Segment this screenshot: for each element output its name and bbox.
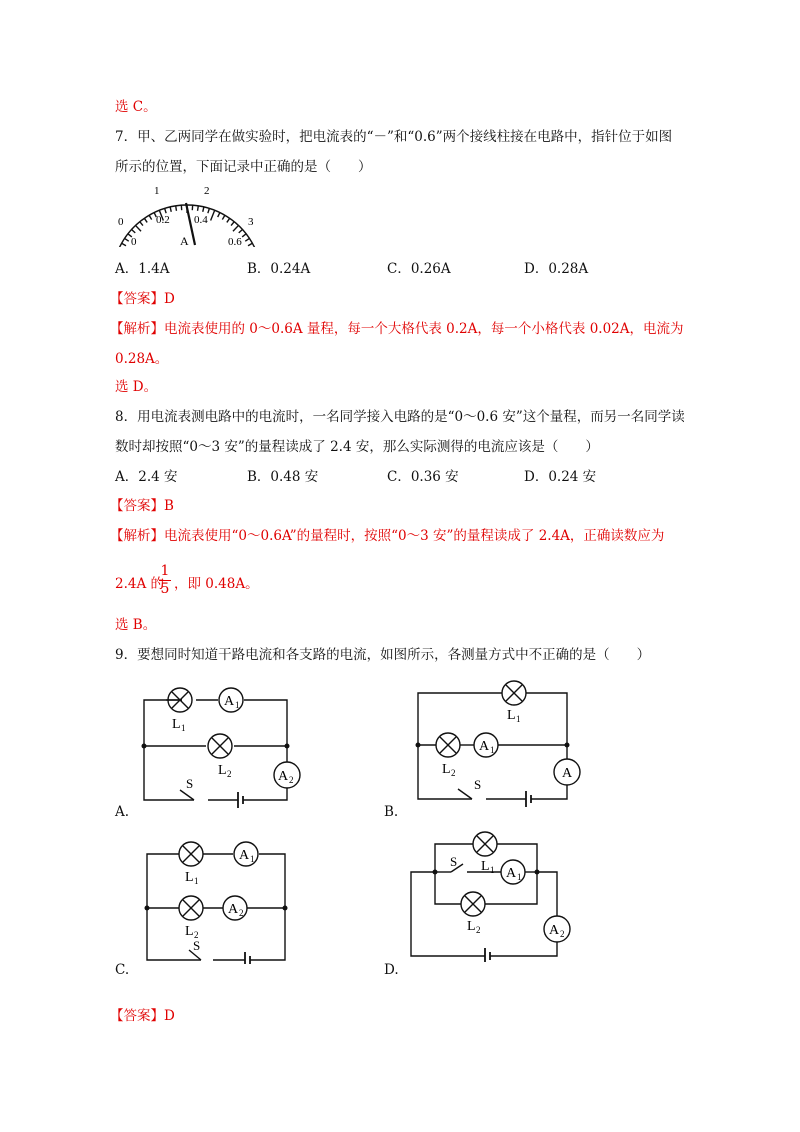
svg-text:1: 1: [194, 876, 199, 886]
svg-text:2: 2: [476, 925, 481, 935]
q8-analysis-line2-pre: 2.4A 的: [115, 576, 165, 592]
q7-option-c: C．0.26A: [387, 261, 451, 277]
q8-analysis-text: 电流表使用“0～0.6A”的量程时，按照“0～3 安”的量程读成了 2.4A，正确读数应为: [164, 528, 665, 544]
svg-text:A: A: [562, 766, 573, 781]
prev-select: 选 C。: [115, 99, 157, 115]
svg-text:L: L: [481, 859, 490, 874]
meter-bottom-label-0: 0: [131, 236, 137, 247]
q7-answer-tag: 【答案】: [110, 291, 164, 307]
svg-text:A: A: [239, 848, 250, 863]
circuit-b: [396, 675, 596, 807]
meter-bottom-label-1: 0.2: [156, 214, 170, 226]
svg-text:1: 1: [490, 745, 495, 755]
q7-analysis-line2: 0.28A。: [115, 351, 169, 367]
q8-stem-line2: 数时却按照“0～3 安”的量程读成了 2.4 安，那么实际测得的电流应该是（ ）: [115, 439, 599, 455]
q8-option-d: D．0.24 安: [524, 469, 597, 485]
svg-text:2: 2: [560, 929, 565, 939]
svg-text:1: 1: [181, 723, 186, 733]
svg-text:2: 2: [451, 768, 456, 778]
svg-text:L: L: [442, 762, 451, 777]
q7-analysis-tag: 【解析】: [110, 321, 164, 337]
q7-analysis-line1: [110, 319, 684, 339]
q8-answer-tag: 【答案】: [110, 498, 164, 514]
meter-top-label-1: 1: [154, 185, 160, 197]
ammeter-dial-figure: [112, 185, 262, 247]
q8-analysis-line2-post: ，即 0.48A。: [174, 576, 259, 592]
svg-text:1: 1: [490, 865, 495, 875]
svg-text:S: S: [474, 777, 482, 792]
circuit-c-label: C.: [115, 962, 130, 978]
svg-text:S: S: [193, 938, 201, 953]
svg-text:A: A: [479, 739, 490, 754]
q7-answer: [110, 289, 175, 309]
circuit-b-label: B.: [384, 804, 399, 820]
q9-answer-tag: 【答案】: [110, 1008, 164, 1024]
svg-text:L: L: [185, 870, 194, 885]
q9-stem: 9．要想同时知道干路电流和各支路的电流，如图所示，各测量方式中不正确的是（ ）: [115, 647, 651, 663]
svg-text:1: 1: [235, 700, 240, 710]
q8-fraction-numerator: 1: [160, 563, 170, 579]
svg-text:A: A: [549, 923, 560, 938]
q8-answer-value: B: [164, 498, 174, 514]
svg-text:2: 2: [239, 908, 244, 918]
svg-text:L: L: [467, 919, 476, 934]
svg-text:2: 2: [289, 775, 294, 785]
switch-s: [180, 790, 194, 800]
svg-text:S: S: [186, 776, 194, 791]
q8-fraction-denominator: 5: [160, 581, 170, 597]
circuit-a: [110, 678, 310, 808]
q7-stem-line1: 7．甲、乙两同学在做实验时，把电流表的“－”和“0.6”两个接线柱接在电路中，指针位于如图: [115, 129, 673, 145]
svg-text:L: L: [185, 924, 194, 939]
meter-top-label-0: 0: [118, 216, 124, 228]
q8-stem-line1: 8．用电流表测电路中的电流时，一名同学接入电路的是“0～0.6 安”这个量程，而另一名同学读: [115, 409, 685, 425]
q8-fraction: [158, 564, 172, 597]
svg-text:A: A: [506, 866, 517, 881]
circuit-d-label: D.: [384, 962, 399, 978]
circuit-c: [135, 838, 305, 964]
q7-option-a: A．1.4A: [115, 261, 170, 277]
q9-answer: [110, 1006, 175, 1026]
q8-option-a: A．2.4 安: [115, 469, 178, 485]
q7-stem-line2: 所示的位置，下面记录中正确的是（ ）: [115, 159, 372, 175]
q8-option-b: B．0.48 安: [247, 469, 319, 485]
q7-answer-value: D: [164, 291, 175, 307]
svg-text:A: A: [278, 769, 289, 784]
svg-text:1: 1: [250, 854, 255, 864]
svg-text:2: 2: [194, 930, 199, 940]
q8-option-c: C．0.36 安: [387, 469, 459, 485]
q7-option-b: B．0.24A: [247, 261, 311, 277]
circuit-a-label: A.: [115, 804, 130, 820]
q8-select: 选 B。: [115, 617, 157, 633]
meter-top-label-3: 3: [248, 216, 254, 228]
svg-text:1: 1: [517, 872, 522, 882]
svg-text:2: 2: [227, 769, 232, 779]
svg-text:L: L: [218, 763, 227, 778]
circuit-d: [405, 826, 585, 962]
svg-text:A: A: [228, 902, 239, 917]
svg-text:1: 1: [516, 714, 521, 724]
q9-answer-value: D: [164, 1008, 175, 1024]
svg-text:L: L: [507, 708, 516, 723]
meter-unit: A: [180, 234, 189, 247]
svg-text:S: S: [450, 854, 458, 869]
meter-bottom-label-2: 0.4: [194, 214, 208, 226]
meter-bottom-label-3: 0.6: [228, 236, 242, 247]
q7-select: 选 D。: [115, 379, 158, 395]
svg-text:A: A: [224, 694, 235, 709]
svg-text:L: L: [172, 717, 181, 732]
q8-analysis-tag: 【解析】: [110, 528, 164, 544]
q8-analysis-line1: [110, 526, 664, 546]
q8-answer: [110, 496, 174, 516]
meter-top-label-2: 2: [204, 185, 210, 197]
q7-option-d: D．0.28A: [524, 261, 589, 277]
q7-analysis-text: 电流表使用的 0～0.6A 量程，每一个大格代表 0.2A，每一个小格代表 0.02A，电流为: [164, 321, 684, 337]
